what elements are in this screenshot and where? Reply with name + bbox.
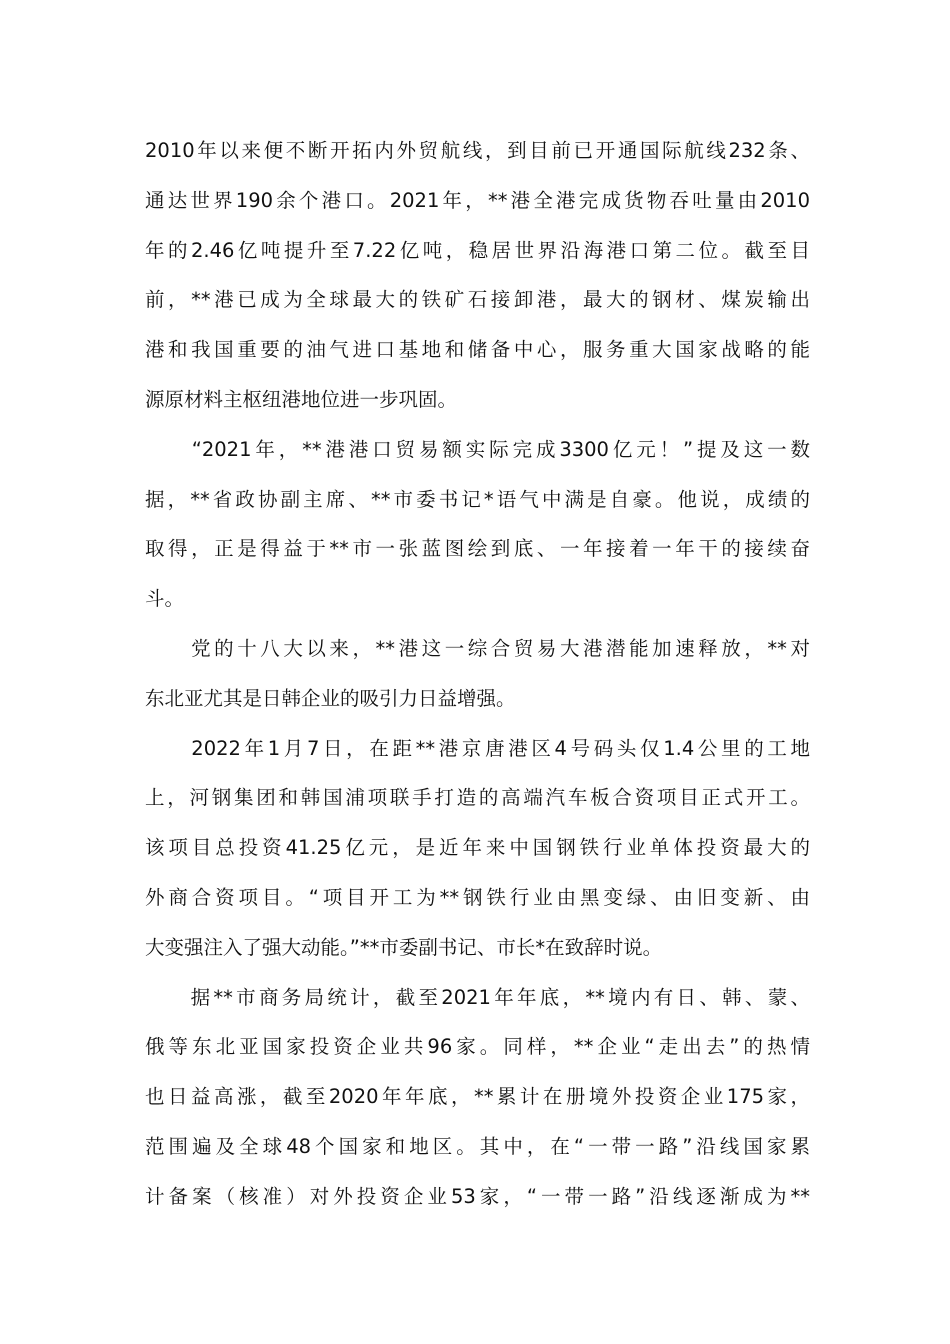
text-line: 东北亚尤其是日韩企业的吸引力日益增强。 [145, 686, 516, 710]
text-line: 范围遍及全球48个国家和地区。其中，在“一带一路”沿线国家累 [145, 1134, 810, 1158]
text-line: 大变强注入了强大动能。”**市委副书记、市长*在致辞时说。 [145, 935, 663, 959]
text-line: 党的十八大以来，**港这一综合贸易大港潜能加速释放，**对 [145, 636, 810, 660]
text-line: 源原材料主枢纽港地位进一步巩固。 [145, 387, 458, 411]
text-line: 上，河钢集团和韩国浦项联手打造的高端汽车板合资项目正式开工。 [145, 786, 810, 810]
text-line: 俄等东北亚国家投资企业共96家。同样，**企业“走出去”的热情 [145, 1035, 810, 1059]
paragraph-investment-statistics [145, 973, 810, 1222]
paragraph-port-history [145, 126, 810, 425]
document-body [145, 126, 810, 1222]
text-line: 外商合资项目。“项目开工为**钢铁行业由黑变绿、由旧变新、由 [145, 885, 810, 909]
text-line: 取得，正是得益于**市一张蓝图绘到底、一年接着一年干的接续奋 [145, 537, 810, 561]
text-line: 2022年1月7日，在距**港京唐港区4号码头仅1.4公里的工地 [145, 736, 810, 760]
text-line: 斗。 [145, 587, 185, 611]
text-line: 据，**省政协副主席、**市委书记*语气中满是自豪。他说，成绩的 [145, 487, 810, 511]
text-line: 该项目总投资41.25亿元，是近年来中国钢铁行业单体投资最大的 [145, 836, 810, 860]
paragraph-joint-venture [145, 724, 810, 973]
text-line: 2010年以来便不断开拓内外贸航线，到目前已开通国际航线232条、 [145, 139, 810, 162]
text-line: 通达世界190余个港口。2021年，**港全港完成货物吞吐量由2010 [145, 188, 810, 212]
text-line: 前，**港已成为全球最大的铁矿石接卸港，最大的钢材、煤炭输出 [145, 288, 810, 312]
text-line: 港和我国重要的油气进口基地和储备中心，服务重大国家战略的能 [145, 338, 810, 362]
text-line: “2021年，**港港口贸易额实际完成3300亿元！”提及这一数 [145, 437, 810, 461]
text-line: 据**市商务局统计，截至2021年年底，**境内有日、韩、蒙、 [145, 985, 810, 1009]
text-line: 计备案（核准）对外投资企业53家，“一带一路”沿线逐渐成为** [145, 1184, 810, 1208]
paragraph-trade-volume [145, 425, 810, 624]
paragraph-northeast-asia [145, 624, 810, 724]
text-line: 也日益高涨，截至2020年年底，**累计在册境外投资企业175家， [145, 1085, 810, 1109]
text-line: 年的2.46亿吨提升至7.22亿吨，稳居世界沿海港口第二位。截至目 [145, 238, 810, 262]
